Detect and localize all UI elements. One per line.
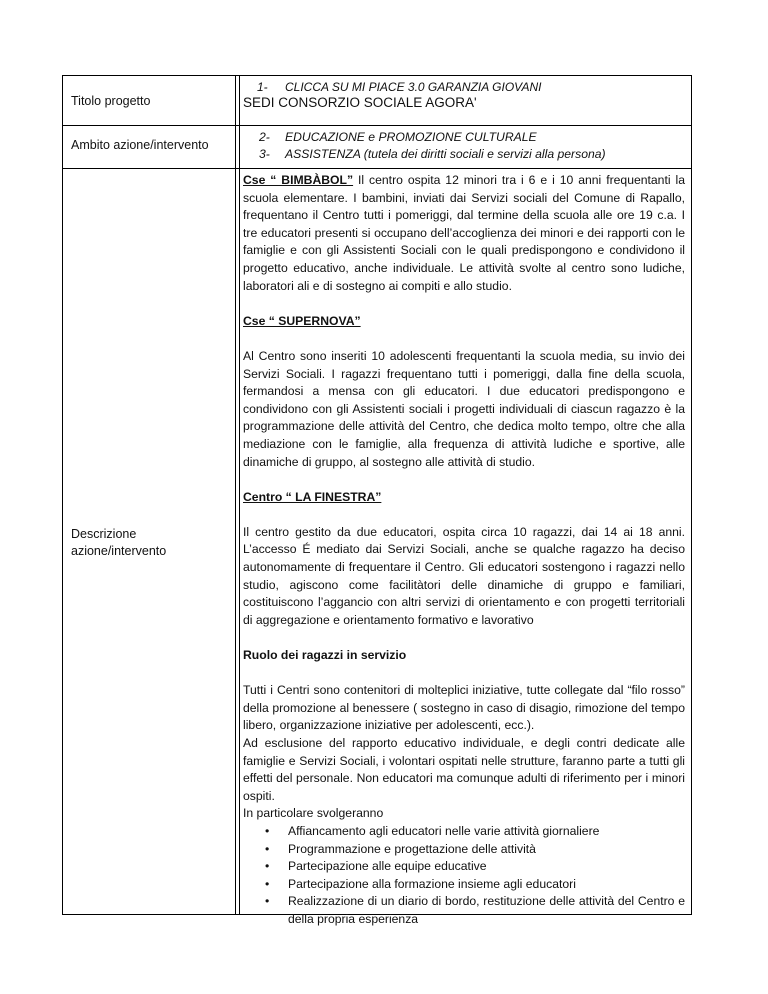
ruolo-paragraph-3: In particolare svolgeranno <box>243 806 384 821</box>
ruolo-paragraph-2: Ad esclusione del rapporto educativo individuale, e degli contri dedicate alle famiglie e Servizi Sociali, i volontari ospitati nelle strutture, faranno parte a tutti gli effetti del personale. Non educatori ma comunque adulti di riferimento per i minori ospiti. <box>243 736 685 803</box>
list-item: • Programmazione e progettazione delle attività <box>243 841 685 859</box>
ruolo-title: Ruolo dei ragazzi in servizio <box>243 648 407 663</box>
description-label: Descrizione azione/intervento <box>71 527 167 558</box>
title-label: Titolo progetto <box>71 94 151 108</box>
title-line: 1- CLICCA SU MI PIACE 3.0 GARANZIA GIOVANI <box>257 80 542 94</box>
project-table <box>62 75 692 926</box>
ruolo-list <box>243 823 685 929</box>
description-cell <box>243 172 685 929</box>
ruolo-paragraph-1: Tutti i Centri sono contenitori di molteplici iniziative, tutte collegate dal “filo rosso” della promozione al benessere ( sostegno in caso di disagio, rimozione del tempo libero, organizzazione iniziative per adolescenti, ecc.). <box>243 683 685 733</box>
row-divider <box>63 125 691 126</box>
ambito-label: Ambito azione/intervento <box>71 138 209 152</box>
list-item: • Partecipazione alla formazione insieme agli educatori <box>243 876 685 894</box>
supernova-paragraph: Al Centro sono inseriti 10 adolescenti frequentanti la scuola media, su invio dei Servizi Sociali. I ragazzi frequentano tutti i pomeriggi, dalla fine della scuola, fermandosi a mensa con gli educatori. I due educatori predispongono e condividono con gli Assistenti sociali i progetti individuali di ciascun ragazzo è la programmazione delle attività del Centro, che dedica molto tempo, oltre che alla mediazione con le famiglie, alla frequenza di attività ludiche e sportive, alle dinamiche di gruppo, al sostegno alle attività di studio. <box>243 348 685 469</box>
bimbabol-paragraph: Cse “ BIMBÀBOL” Il centro ospita 12 minori tra i 6 e i 10 anni frequentanti la scuola elementare. I bambini, inviati dai Servizi sociali del Comune di Rapallo, frequentano il Centro tutti i pomeriggi, dal termine della scuola alle ore 19 c.a. I tre educatori presenti si occupano dell’accoglienza dei minori e dei rapporti con le famiglie e con gli Assistenti Sociali con le quali predispongono e condividono il progetto educativo, anche individuale. Le attività svolte al centro sono ludiche, laboratori ali e di sostegno ai compiti e allo studio. <box>243 173 685 293</box>
column-divider-inner <box>235 76 236 914</box>
ambito-item: 2- EDUCAZIONE e PROMOZIONE CULTURALE <box>259 130 537 144</box>
list-item: • Affiancamento agli educatori nelle varie attività giornaliere <box>243 823 685 841</box>
row-divider <box>63 168 691 169</box>
title-sub: SEDI CONSORZIO SOCIALE AGORA' <box>243 95 477 110</box>
list-item: • Partecipazione alle equipe educative <box>243 858 685 876</box>
finestra-title: Centro “ LA FINESTRA” <box>243 489 382 504</box>
supernova-title: Cse “ SUPERNOVA” <box>243 313 361 328</box>
column-divider <box>239 76 240 914</box>
ambito-cell <box>243 129 685 163</box>
ambito-item: 3- ASSISTENZA (tutela dei diritti sociali e servizi alla persona) <box>259 147 606 161</box>
finestra-paragraph: Il centro gestito da due educatori, ospita circa 10 ragazzi, dai 14 ai 18 anni. L’accesso É mediato dai Servizi Sociali, anche se qualche ragazzo ha deciso autonomamente di frequentare il Centro. Gli educatori sostengono i ragazzi nello studio, agiscono come facilitàtori delle dinamiche di gruppo e familiari, costituiscono l’aggancio con altri servizi di orientamento e con progetti territoriali di aggregazione e orientamento formativo e lavorativo <box>243 524 685 627</box>
bimbabol-title: Cse “ BIMBÀBOL” <box>243 173 354 187</box>
list-item: • Realizzazione di un diario di bordo, restituzione delle attività del Centro e della propria esperienza <box>243 893 685 928</box>
title-cell <box>243 80 685 111</box>
